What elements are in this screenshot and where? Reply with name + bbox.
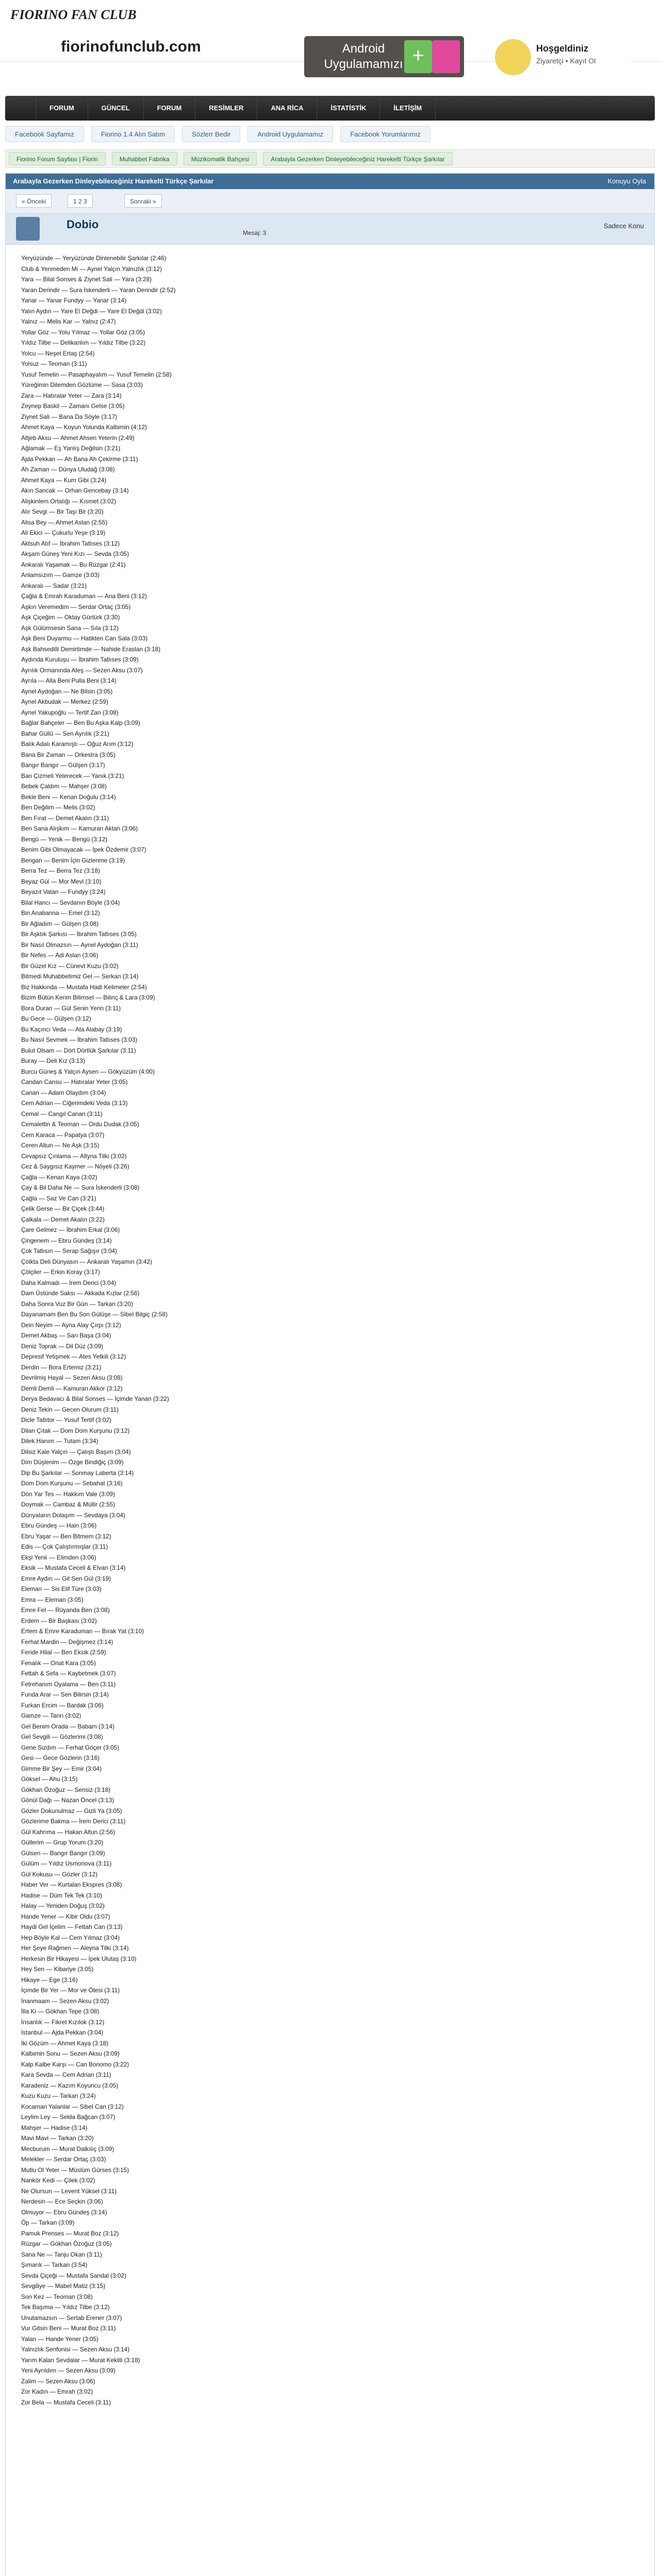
list-item: Bekle Beni — Kenan Doğulu (3:14) (21, 793, 116, 801)
list-item: Zeynep Baskil — Zamanı Gelse (3:05) (21, 402, 125, 410)
list-item: Ayrıla — Alla Beni Pulla Beni (3:14) (21, 677, 117, 684)
list-item: Yeni Ayrıldım — Sezen Aksu (3:09) (21, 2367, 115, 2374)
list-item: Kalp Kalbe Karşı — Can Bonomo (3:22) (21, 2060, 129, 2068)
list-item: Ağlamak — Eş Yanlış Değilsin (3:21) (21, 445, 121, 452)
list-item: Yalnız — Melis Kar — Yalnız (2:47) (21, 318, 116, 325)
list-item: Gökhan Özoğuz — Sensiz (3:18) (21, 1786, 111, 1793)
thread-title: Arabayla Gezerken Dinleyebileceğiniz Harekelti Türkçe Şarkılar (13, 177, 214, 185)
list-item: Emra — Eleman (3:05) (21, 1596, 84, 1603)
list-item: Dayanamam Ben Bu Son Gülüşe — Sibel Bilgiç (2:58) (21, 1311, 168, 1318)
breadcrumb-item: Arabayla Gezerken Dinleyebileceğiniz Harekelti Türkçe Şarkılar (263, 152, 452, 165)
post-tools[interactable]: Sadece Konu (603, 222, 644, 230)
list-item: Bengan — Benim İçin Gizlenme (3:19) (21, 856, 125, 864)
list-item: Zor Kadın — Emrah (3:02) (21, 2388, 93, 2395)
list-item: Ertem & Emre Karaduman — Bırak Yat (3:10) (21, 1628, 144, 1635)
list-item: Daha Kalmadı — İrem Derici (3:04) (21, 1279, 117, 1286)
list-item: Yanar — Yanar Fundyy — Yanar (3:14) (21, 297, 127, 304)
list-item: Deniz Toprak — Dil Düz (3:09) (21, 1342, 104, 1350)
list-item: Eksik — Mustafa Ceceli & Elvan (3:14) (21, 1564, 126, 1571)
nav-item-forum-2[interactable]: FORUM (144, 96, 196, 121)
android-banner-text: Android Uygulamamızı (324, 42, 403, 71)
list-item: Bir Nasıl Olmazsın — Aynel Aydoğan (3:11) (21, 941, 138, 948)
list-item: Derdin — Bora Ertemiz (3:21) (21, 1363, 102, 1371)
list-item: Ceren Altun — Ne Aşk (3:15) (21, 1142, 100, 1149)
list-item: Cemal — Cangıl Canan (3:11) (21, 1110, 103, 1117)
list-item: Emre Aydın — Git Sen Gül (3:19) (21, 1574, 111, 1582)
list-item: Biz Hakkında — Mustafa Hadi Kelimeler (2:54) (21, 983, 147, 991)
list-item: Dip Bu Şarkılar — Sonmay Laberta (3:14) (21, 1469, 134, 1477)
list-item: Dicle Tatlıtor — Yusuf Tertif (3:02) (21, 1416, 112, 1423)
list-item: Hadise — Düm Tek Tek (3:10) (21, 1891, 102, 1899)
list-item: Ziynet Sali — Bana Da Söyle (3:17) (21, 413, 118, 420)
list-item: Kara Sevda — Cem Adrian (3:11) (21, 2071, 111, 2078)
list-item: Gimme Bir Şey — Emir (3:04) (21, 1765, 102, 1772)
list-item: Her Şeye Rağmen — Aleyna Tilki (3:14) (21, 1944, 129, 1952)
poster-avatar[interactable] (16, 217, 40, 241)
list-item: Güllerim — Grup Yorum (3:20) (21, 1839, 104, 1846)
list-item: Aşk Beni Duyarmu — Hatikten Can Sala (3:03) (21, 635, 148, 642)
list-item: Haber Ver — Kurtalan Ekspres (3:08) (21, 1881, 122, 1888)
list-item: Aydında Kuruluşu — İbrahim Tatlıses (3:09) (21, 656, 139, 663)
list-item: Dünyaların Dolaşım — Sevdaya (3:04) (21, 1511, 125, 1519)
list-item: Rüzgar — Gökhan Özoğuz (3:05) (21, 2240, 112, 2247)
plus-icon: + (404, 40, 432, 73)
list-item: Haydi Gel İçelim — Fettah Can (3:13) (21, 1923, 123, 1930)
list-item: Çalkala — Demet Akalın (3:22) (21, 1215, 105, 1223)
list-item: Dim Düşlenim — Özge Bindiğiç (3:09) (21, 1459, 124, 1466)
breadcrumb-item[interactable]: Müzikomatik Bahçesi (184, 152, 257, 165)
list-item: Melekler — Serdar Ortaç (3:03) (21, 2156, 106, 2163)
list-item: Derya Bedavacı & Bilal Sonses — İçimde Yanan (3:22) (21, 1395, 169, 1402)
prev-page-button[interactable]: « Önceki (16, 194, 52, 208)
list-item: Aşk Çiçeğim — Oktay Gürtürk (3:30) (21, 614, 120, 621)
list-item: Bu Nasıl Sevmek — İbrahim Tatlıses (3:03) (21, 1036, 138, 1043)
list-item: Bir Ağladım — Gülşen (3:08) (21, 920, 99, 927)
list-item: Çare Gelmez — İbrahim Erkal (3:06) (21, 1226, 120, 1233)
list-item: Dam Üstünde Saksı — Akkada Kızlar (2:56) (21, 1290, 140, 1297)
list-item: Beyaz Gül — Mor Mevl (3:10) (21, 877, 102, 885)
list-item: Eleman — Sis Elif Türe (3:03) (21, 1585, 102, 1592)
list-item: Herkesin Bir Hikayesi — İpek Ulutaş (3:10) (21, 1955, 137, 1962)
list-item: Ne Olursun — Levent Yüksel (3:11) (21, 2187, 117, 2195)
list-item: Gözlerime Bakma — İrem Derici (3:11) (21, 1818, 126, 1825)
user-box (495, 36, 631, 77)
nav-item-guncel[interactable]: GÜNCEL (88, 96, 144, 121)
nav-item-resimler[interactable]: RESİMLER (195, 96, 257, 121)
list-item: Leylim Ley — Selda Bağcan (3:07) (21, 2113, 115, 2121)
list-item: Ankaralı — Sadar (3:21) (21, 582, 87, 589)
list-item: Zara — Hatıralar Yeter — Zara (3:14) (21, 392, 122, 399)
list-item: Yara — Bilal Sonses & Ziynet Sali — Yara (3:28) (21, 276, 152, 283)
list-item: Yeryüzünde — Yeryüzünde Dinlenebilir Şarkılar (2:46) (21, 255, 167, 262)
list-item: Gülsen — Bangır Bangır (3:09) (21, 1849, 105, 1857)
avatar[interactable] (495, 39, 531, 75)
list-item: Bir Nefes — Adi Aslan (3:06) (21, 952, 98, 959)
list-item: Ben Fırat — Demet Akalın (3:11) (21, 814, 109, 822)
list-item: Yıldız Tilbe — Delikanlım — Yıldız Tilbe (3:22) (21, 339, 146, 346)
list-item: Çelik Gerse — Bir Çiçek (3:44) (21, 1205, 105, 1212)
list-item: Mahşer — Hadise (3:14) (21, 2124, 88, 2131)
list-item: Cem Karaca — Papatya (3:07) (21, 1131, 105, 1139)
list-item: Cez & Saygısız Kaymer — Nöyeli (3:26) (21, 1163, 129, 1170)
list-item: Gülüm — Yıldız Usmonova (3:11) (21, 1860, 112, 1867)
site-logo[interactable] (10, 7, 137, 23)
list-item: Edis — Çok Çalıştırmışlar (3:11) (21, 1543, 108, 1550)
subnav-item-sozler[interactable]: Sözlerr Bedir (182, 126, 240, 142)
list-item: Bengü — Yenik — Bengü (3:12) (21, 835, 108, 843)
list-item: Çok Tatlısın — Serap Sağışır (3:04) (21, 1247, 117, 1255)
list-item: Altjeb Aksu — Ahmet Ahsen Yeterin (2:49) (21, 434, 135, 442)
list-item: Çağla — Kenan Kaya (3:02) (21, 1173, 97, 1181)
list-item: Aynel Aydoğan — Ne Bilsin (3:05) (21, 687, 113, 695)
list-item: İki Gözüm — Ahmet Kaya (3:18) (21, 2039, 109, 2047)
list-item: İnsanlık — Fikret Kızılok (3:12) (21, 2018, 105, 2026)
list-item: Ayrılık Ormanında Ateş — Sezen Aksu (3:07) (21, 666, 143, 674)
list-item: Aşk Bahsedilli Demirtimde — Nahide Eraslan (3:18) (21, 645, 161, 653)
list-item: Devrilmiş Hayal — Sezen Aksu (3:08) (21, 1374, 123, 1381)
list-item: Fettah & Sefa — Kaybetmek (3:07) (21, 1670, 116, 1677)
list-item: Gamze — Tanrı (3:02) (21, 1712, 81, 1719)
list-item: Öp — Tarkan (3:09) (21, 2219, 75, 2226)
list-item: Çağla — Saz Ve Can (3:21) (21, 1194, 96, 1202)
list-item: Unutamazsın — Sertab Erener (3:07) (21, 2314, 122, 2321)
list-item: Kuzu Kuzu — Tarkan (3:24) (21, 2092, 96, 2099)
pagination (6, 189, 654, 214)
post-count: Mesaj: 3 (243, 229, 267, 236)
thread (5, 173, 655, 2576)
list-item: Bu Kaçıncı Veda — Ata Alabay (3:19) (21, 1025, 122, 1033)
android-app-banner[interactable] (304, 36, 464, 77)
list-item: Çölkta Deli Dünyasın — Ankaralı Yaşamın (3:42) (21, 1258, 152, 1265)
app-icon (432, 40, 460, 73)
list-item: Hey Sen — Kibariye (3:05) (21, 1965, 94, 1973)
list-item: Halay — Yeniden Doğuş (3:02) (21, 1902, 105, 1909)
user-greeting: Hoşgeldiniz (536, 43, 589, 54)
site-domain[interactable]: fiorinofunclub.com (61, 38, 201, 55)
list-item: Alır Sevgi — Bir Taşı Bir (3:20) (21, 508, 104, 515)
list-item: Mavi Mavi — Tarkan (3:20) (21, 2134, 94, 2142)
list-item: Ali Ekici — Çukurlu Yeşe (3:19) (21, 529, 106, 536)
list-item: Dön Yar Tes — Hakkım Vale (3:09) (21, 1490, 115, 1498)
list-item: Aynel Yakupoğlu — Tertif Zan (3:08) (21, 708, 119, 716)
list-item: Erdem — Bir Başkası (3:02) (21, 1617, 97, 1624)
list-item: Bebek Çaldım — Mahşer (3:08) (21, 783, 107, 790)
user-name[interactable]: Ziyaretçi • Kayıt Ol (536, 57, 596, 65)
home-icon[interactable] (5, 96, 36, 121)
list-item: Bağlar Bahçeler — Ben Bu Aşka Kalp (3:09) (21, 719, 140, 726)
list-item: Bangır Bangır — Gülşen (3:17) (21, 761, 105, 769)
list-item: Nankör Kedi — Çilek (3:02) (21, 2177, 95, 2184)
logo-top-text-2: FAN CLUB (71, 7, 137, 22)
list-item: Tek Başıma — Yıldız Tilbe (3:12) (21, 2303, 110, 2311)
list-item: Gül Kahrıma — Hakan Altun (2:56) (21, 1828, 115, 1836)
list-item: Kocaman Yalanlar — Sibel Can (3:12) (21, 2103, 124, 2110)
subnav-item-facebook[interactable]: Facebook Sayfamız (5, 126, 84, 142)
list-item: Aynel Akbudak — Merkez (2:59) (21, 698, 108, 705)
subnav-item-android[interactable]: Android Uygulamamız (247, 126, 333, 142)
list-item: Kalbimin Sonu — Sezen Aksu (3:09) (21, 2050, 120, 2057)
list-item: Anlamsızım — Gamze (3:03) (21, 571, 100, 579)
list-item: Zor Bela — Mustafa Ceceli (3:11) (21, 2398, 111, 2406)
poster-name[interactable]: Dobio (67, 218, 99, 231)
list-item: Yüreğimin Dilemden Gözlüme — Sasa (3:03) (21, 381, 143, 388)
list-item: Emre Fel — Rüyanda Ben (3:08) (21, 1606, 110, 1614)
list-item: Benim Gibi Olmayacak — İpek Özdemir (3:07) (21, 846, 146, 853)
list-item: Club & Yenmeden Mi — Aynel Yalçın Yalnızlık (3:12) (21, 265, 162, 273)
list-item: Yusuf Temelin — Pasaphayalım — Yusuf Temelin (2:58) (21, 370, 172, 378)
list-item: Cemalettin & Teoman — Ordu Dudak (3:05) (21, 1121, 139, 1128)
list-item: Demet Akbaş — Sarı Başa (3:04) (21, 1332, 111, 1339)
list-item: Nerdesin — Ece Seçkin (3:06) (21, 2198, 103, 2205)
list-item: Mecburum — Murat Dalkılıç (3:09) (21, 2145, 114, 2153)
list-item: Berra Tez — Berra Tez (3:18) (21, 867, 100, 874)
list-item: Yolsuz — Teoman (3:11) (21, 360, 87, 367)
list-item: Ben Değilim — Melis (3:02) (21, 804, 95, 811)
list-item: Ajda Pekkan — Ah Bana Ah Çekirme (3:11) (21, 455, 138, 463)
post-body (6, 245, 654, 2416)
list-item: Vur Gitsin Beni — Murat Boz (3:11) (21, 2325, 116, 2332)
list-item: İçimde Bir Yer — Mor ve Ötesi (3:11) (21, 1987, 120, 1994)
list-item: Ebru Yaşar — Ben Bitmem (3:12) (21, 1532, 111, 1540)
list-item: Dilan Çıtak — Dom Dom Kurşunu (3:12) (21, 1427, 130, 1434)
sub-nav (5, 126, 655, 144)
list-item: Ban Çizmeli Yeterecek — Yanık (3:21) (21, 772, 124, 779)
list-item: İnanmaam — Sezen Aksu (3:02) (21, 1997, 109, 2005)
list-item: Bilal Hancı — Sevdanın Böyle (3:04) (21, 899, 120, 906)
list-item: Gel Sevgili — Gözlerimi (3:08) (21, 1733, 103, 1740)
list-item: Fetrehanım Oyalama — Ben (3:11) (21, 1680, 116, 1688)
list-item: Dilsiz Kale Yalçın — Çalıştı Başım (3:04) (21, 1448, 131, 1455)
list-item: Ahmet Kaya — Koyun Yolunda Kalbimin (4:12) (21, 423, 147, 431)
list-item: Dein Neyim — Ayna Alay Çırpı (3:12) (21, 1321, 121, 1329)
list-item: Bahar Güllü — Sen Ayrılık (3:21) (21, 730, 109, 737)
nav-item-ana-rica[interactable]: ANA RİCA (257, 96, 317, 121)
nav-item-iletisim[interactable]: İLETİŞİM (380, 96, 436, 121)
list-item: Gözler Dokunulmaz — Gizli Ya (3:05) (21, 1807, 122, 1815)
list-item: Ankaralı Yaşamak — Bu Rüzgar (2:41) (21, 561, 126, 568)
list-item: Bin Anabanna — Emel (3:12) (21, 909, 100, 917)
list-item: Şımarık — Tarkan (3:54) (21, 2261, 88, 2268)
list-item: Demli Demli — Kamuran Akkor (3:12) (21, 1384, 123, 1392)
list-item: Yaran Derindir — Sura İskenderli — Yaran Derindir (2:52) (21, 286, 176, 294)
list-item: Depresif Yetişmek — Ates Yetkili (3:12) (21, 1353, 126, 1360)
list-item: Yalnızlık Senfonisi — Sezen Aksu (3:14) (21, 2346, 130, 2353)
nav-item-forum[interactable]: FORUM (36, 96, 88, 121)
list-item: Gül Kokusu — Gözler (3:12) (21, 1870, 98, 1878)
breadcrumb-item[interactable]: Muhabbet Fabrika (112, 152, 177, 165)
list-item: Furkan Ercim — Bardak (3:06) (21, 1701, 104, 1709)
list-item: Cevapsız Çınlama — Altyna Tilki (3:02) (21, 1152, 127, 1160)
list-item: Dom Dom Kurşunu — Sebahat (3:16) (21, 1480, 123, 1487)
list-item: Aşk Gülümsesin Sana — Sıla (3:12) (21, 624, 119, 632)
list-item: Bizim Bütün Kerim Bilimsel — Bilinç & Lara (3:09) (21, 994, 155, 1001)
list-item: İstanbul — Ajda Pekkan (3:04) (21, 2029, 104, 2036)
list-item: Zalim — Sezen Aksu (3:06) (21, 2377, 95, 2385)
list-item: Hikaye — Ege (3:16) (21, 1976, 78, 1984)
list-item: Funda Arar — Sen Bilirsin (3:14) (21, 1691, 109, 1698)
logo-top-text: FIORINO (10, 7, 68, 22)
list-item: Alişkinlem Ortalığı — Kısmet (3:02) (21, 497, 117, 505)
list-item: Ebru Gündeş — Hain (3:06) (21, 1522, 97, 1529)
site-header (0, 0, 662, 71)
list-item: Çingenem — Ebru Gündeş (3:14) (21, 1236, 112, 1244)
list-item: Sana Ne — Tanju Okan (3:11) (21, 2250, 102, 2258)
list-item: Yolcu — Neşet Ertaş (2:54) (21, 349, 95, 357)
list-item: Gel Benim Orada — Babam (3:14) (21, 1722, 114, 1730)
list-item: Sevda Çiçeği — Mustafa Sandal (3:02) (21, 2272, 126, 2279)
list-item: Canan — Adam Olaydım (3:04) (21, 1089, 106, 1096)
post-header (6, 214, 654, 245)
list-item: Yollar Göz — Yolu Yılmaz — Yollar Göz (3:05) (21, 328, 145, 336)
list-item: Gesi — Gece Gözlerin (3:16) (21, 1754, 100, 1761)
list-item: Gene Sizdım — Ferhat Göçer (3:05) (21, 1743, 120, 1751)
list-item: Fenalık — Onat Kara (3:05) (21, 1659, 96, 1667)
list-item: Göksel — Ahu (3:15) (21, 1775, 78, 1783)
list-item: Mutlu Ol Yeter — Müslüm Gürses (3:15) (21, 2166, 129, 2174)
list-item: Çay & Bil Daha Ne — Sura İskenderli (3:08) (21, 1184, 140, 1191)
thread-title-bar (6, 174, 654, 189)
list-item: Hande Yener — Kibir Oldu (3:07) (21, 1912, 110, 1920)
list-item: Akşam Güneş Yeni Kızı — Sevda (3:05) (21, 550, 129, 557)
list-item: Aşkın Veremedim — Serdar Ortaç (3:05) (21, 603, 131, 611)
list-item: Candan Cansu — Hatıralar Yeter (3:05) (21, 1078, 128, 1086)
list-item: Doymak — Cambaz & Müllir (2:55) (21, 1501, 115, 1508)
list-item: Karadeniz — Kazım Koyuncu (3:05) (21, 2081, 119, 2089)
list-item: Gönül Dağı — Nazan Öncel (3:13) (21, 1797, 114, 1804)
subnav-item-alim-satim[interactable]: Fiorino 1.4 Alın Satım (91, 126, 175, 142)
list-item: Buray — Deli Kız (3:13) (21, 1057, 85, 1064)
main-nav (5, 96, 655, 121)
list-item: Feride Hilal — Ben Eksik (2:59) (21, 1649, 106, 1656)
list-item: Alisa Bey — Ahmet Aslan (2:55) (21, 518, 108, 526)
list-item: Olmuyor — Ebru Gündeş (3:14) (21, 2208, 107, 2216)
list-item: Hep Böyle Kal — Cem Yılmaz (3:04) (21, 1934, 120, 1941)
list-item: Ben Sana Alışkım — Kamuran Aktan (3:06) (21, 825, 138, 832)
list-item: Bana Bir Zaman — Orkestra (3:05) (21, 751, 115, 758)
list-item: Bir Aşktık Şarkısı — İbrahim Tatlıses (3:05) (21, 930, 137, 938)
list-item: Sevgiliye — Mabel Matiz (3:15) (21, 2282, 106, 2290)
list-item: Aktsuh Atıf — İbrahim Tatlıses (3:12) (21, 539, 120, 547)
list-item: Çölçiler — Erkin Koray (3:17) (21, 1268, 100, 1276)
list-item: Beyazıt Vatan — Fundyy (3:24) (21, 888, 106, 895)
list-item: Son Kez — Teoman (3:08) (21, 2293, 93, 2300)
list-item: Ekşi Yenii — Elimden (3:06) (21, 1553, 96, 1561)
list-item: Bora Duran — Gül Senin Yerin (3:11) (21, 1004, 121, 1012)
list-item: Deniz Tekin — Gecen Olurum (3:11) (21, 1405, 119, 1413)
breadcrumb (5, 149, 655, 168)
list-item: Balık Adalı Karamıştı — Oğuz Arım (3:12) (21, 740, 134, 748)
list-item: Daha Sonra Vuz Bir Gün — Tarkan (3:20) (21, 1300, 134, 1308)
list-item: Yarım Kalan Sevdalar — Murat Kekilli (3:18) (21, 2356, 140, 2364)
list-item: Cem Adrian — Ciğerimdeki Veda (3:13) (21, 1099, 128, 1107)
list-item: Pamuk Prenses — Murat Boz (3:12) (21, 2229, 119, 2237)
list-item: Bu Gece — Gülşen (3:12) (21, 1015, 91, 1022)
list-item: Burcu Güneş & Yalçın Aysen — Gökyüzüm (4:00) (21, 1067, 155, 1075)
list-item: Bulut Olsam — Dört Dörtlük Şarkılar (3:11) (21, 1046, 136, 1054)
list-item: Yalan — Hande Yener (3:05) (21, 2335, 98, 2343)
subnav-item-yorumlar[interactable]: Facebook Yorumlarımız (340, 126, 431, 142)
page-numbers[interactable]: 1 2 3 (68, 194, 93, 208)
breadcrumb-item[interactable]: Fiorino Forum Sayfası | Fiorin (9, 152, 106, 165)
list-item: Dilek Hanım — Tutam (3:34) (21, 1437, 98, 1445)
nav-item-istatistik[interactable]: İSTATİSTİK (317, 96, 380, 121)
list-item: Ferhat Mardin — Değişmez (3:14) (21, 1638, 113, 1646)
next-page-button[interactable]: Sonraki » (124, 194, 162, 208)
list-item: Ah Zaman — Dünya Uludağ (3:08) (21, 466, 115, 473)
list-item: Yalın Aydın — Yare El Değdi — Yare El Değdi (3:02) (21, 307, 162, 315)
list-item: Akın Sancak — Orhan Gencebay (3:14) (21, 487, 129, 494)
rate-thread-link[interactable]: Konuyu Oyla (607, 177, 646, 185)
list-item: Çağla & Emrah Karaduman — Ana Beni (3:12) (21, 592, 147, 600)
list-item: Ahmet Kaya — Kum Gibi (3:24) (21, 476, 107, 484)
list-item: Bitmedi Muhabbetimiz Gel — Serkan (3:14) (21, 973, 139, 980)
list-item: Bir Güzel Kız — Cünevt Kuzu (3:02) (21, 962, 119, 970)
list-item: İlla Ki — Gökhan Tepe (3:08) (21, 2008, 100, 2015)
